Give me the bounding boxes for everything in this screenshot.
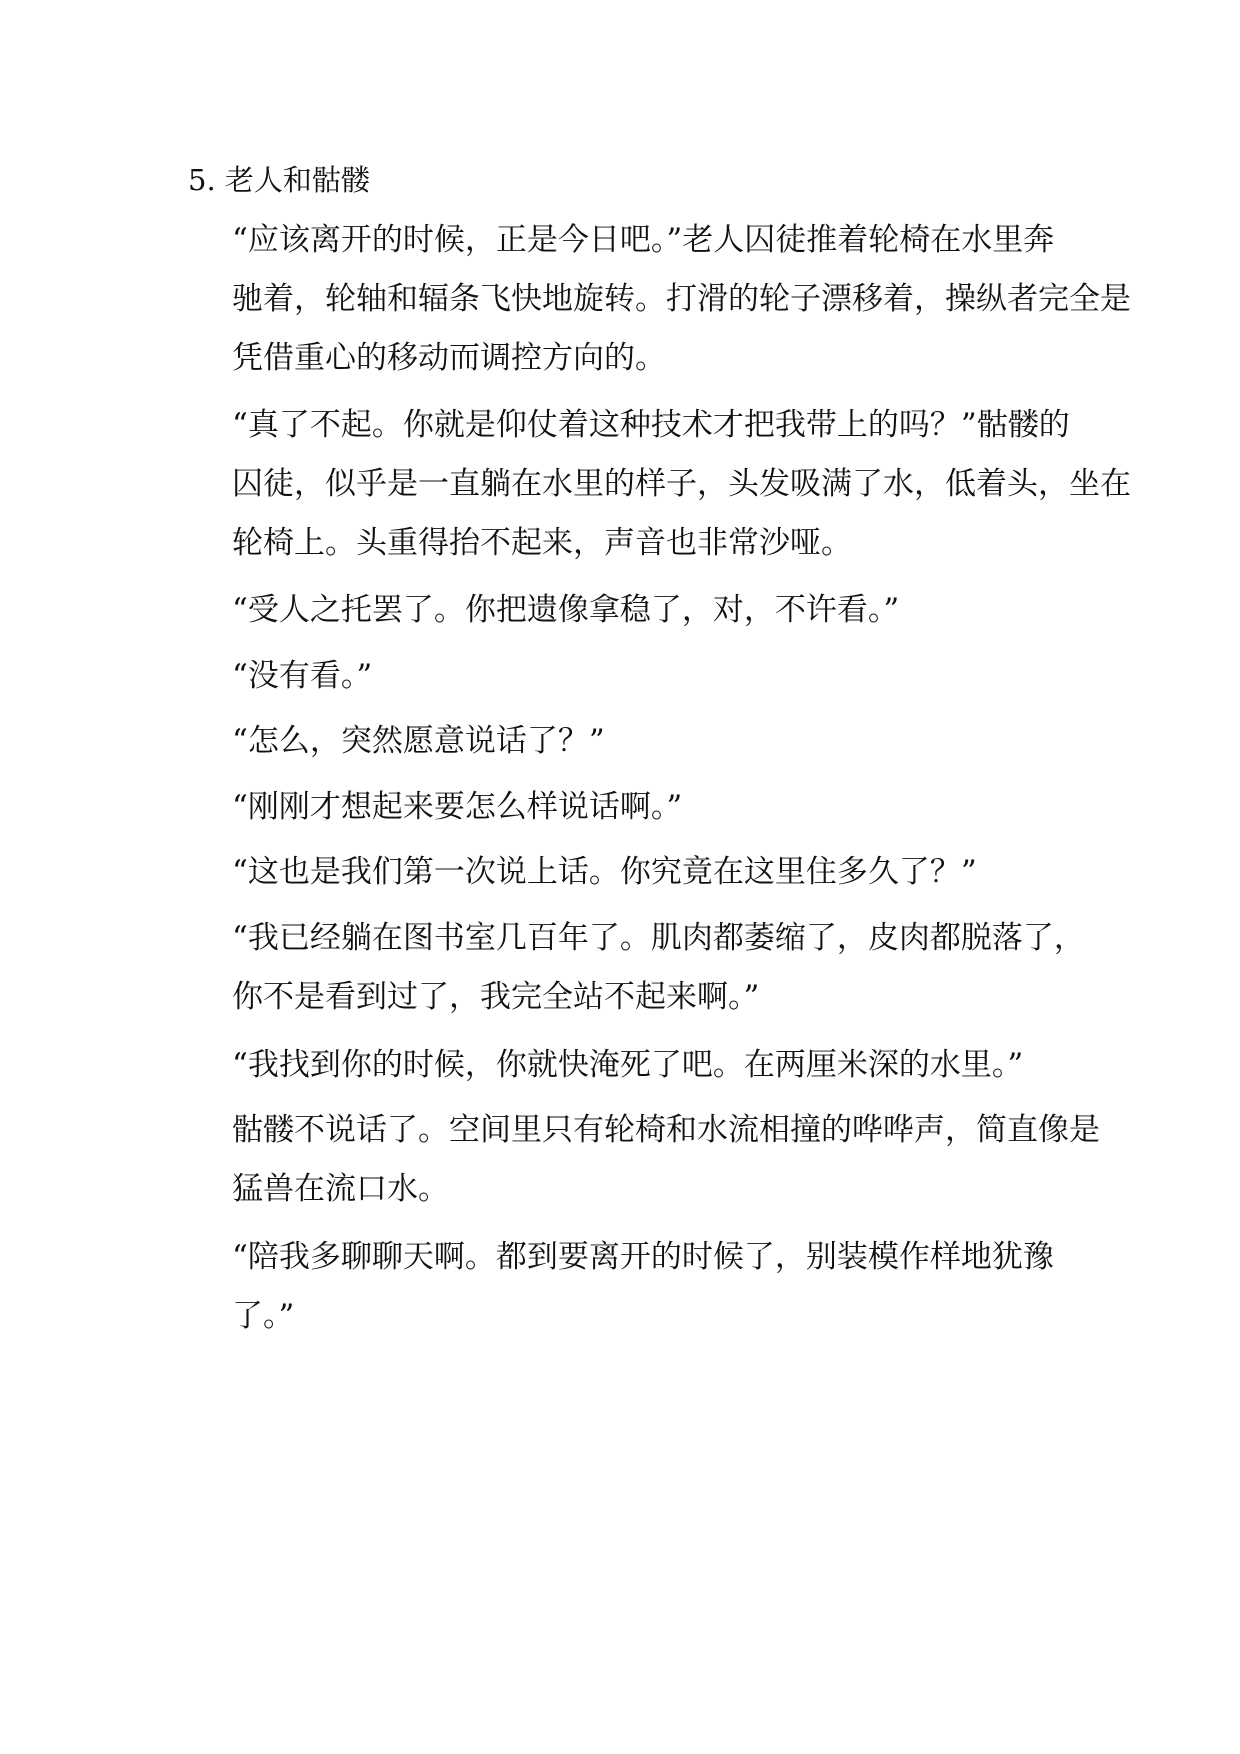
text-line: 囚徒，似乎是一直躺在水里的样子，头发吸满了水，低着头，坐在 <box>232 466 1131 502</box>
paragraph <box>188 843 1068 902</box>
paragraph <box>188 211 1131 388</box>
paragraph <box>188 778 1068 837</box>
paragraph <box>188 1036 1068 1095</box>
paragraph <box>188 647 1068 706</box>
text-line: “刚刚才想起来要怎么样说话啊。” <box>232 789 683 825</box>
text-line: 驰着，轮轴和辐条飞快地旋转。打滑的轮子漂移着，操纵者完全是 <box>232 281 1131 317</box>
chapter-heading: 5. 老人和骷髅 <box>188 163 370 197</box>
text-line: 你不是看到过了，我完全站不起来啊。” <box>232 979 760 1015</box>
paragraph <box>188 909 1085 1027</box>
text-line: 了。” <box>232 1298 295 1334</box>
paragraph <box>188 1101 1100 1219</box>
text-line: “陪我多聊聊天啊。都到要离开的时候了，别装模作样地犹豫 <box>232 1239 1054 1275</box>
paragraph <box>188 1228 1068 1346</box>
paragraph <box>188 712 1068 771</box>
text-line: “没有看。” <box>232 658 373 694</box>
text-line: “这也是我们第一次说上话。你究竟在这里住多久了？” <box>232 854 977 890</box>
text-line: “受人之托罢了。你把遗像拿稳了，对，不许看。” <box>232 592 900 628</box>
paragraph <box>188 396 1131 573</box>
text-line: “我已经躺在图书室几百年了。肌肉都萎缩了，皮肉都脱落了， <box>232 920 1085 956</box>
paragraph <box>188 581 1068 640</box>
text-line: “怎么，突然愿意说话了？” <box>232 723 605 759</box>
text-line: 轮椅上。头重得抬不起来，声音也非常沙哑。 <box>232 525 852 561</box>
text-line: “真了不起。你就是仰仗着这种技术才把我带上的吗？”骷髅的 <box>232 407 1070 443</box>
text-line: 凭借重心的移动而调控方向的。 <box>232 340 666 376</box>
text-line: “我找到你的时候，你就快淹死了吧。在两厘米深的水里。” <box>232 1047 1024 1083</box>
text-line: “应该离开的时候，正是今日吧。”老人囚徒推着轮椅在水里奔 <box>232 222 1055 258</box>
text-line: 骷髅不说话了。空间里只有轮椅和水流相撞的哗哗声，简直像是 <box>232 1112 1100 1148</box>
text-line: 猛兽在流口水。 <box>232 1171 449 1207</box>
